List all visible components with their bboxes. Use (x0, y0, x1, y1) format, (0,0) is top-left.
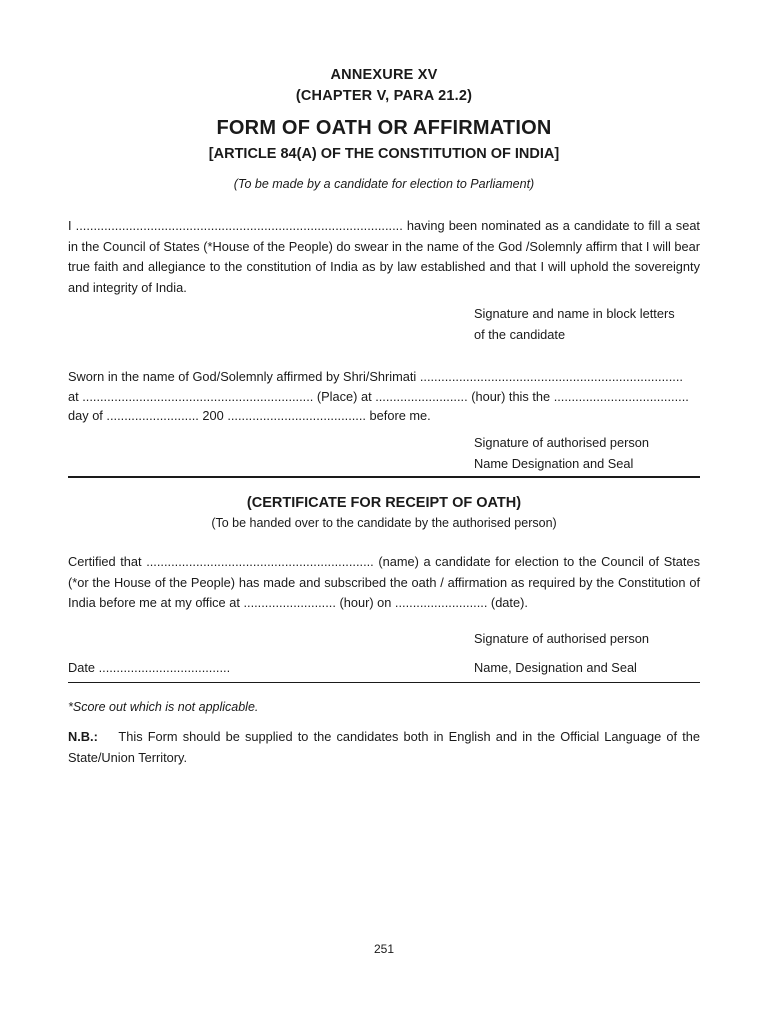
page-number: 251 (373, 942, 395, 956)
certificate-signature-line2: Name, Designation and Seal (474, 660, 637, 675)
authorised-signature-line1: Signature of authorised person (474, 435, 650, 450)
authorised-signature-block (474, 433, 649, 474)
title-note: (To be made by a candidate for election to Parliament) (233, 177, 535, 191)
certificate-title: (CERTIFICATE FOR RECEIPT OF OATH) (246, 495, 522, 511)
oath-paragraph: I ............................................................................................ having been nominated as a candidate to fill a seat in the Council of States (*House of the People) do swear in the name of the God /Solemnly affirm that I will bear true faith and allegiance to the constitution of India as by law established and that I will uphold the sovereignty and integrity of India. (68, 218, 700, 295)
candidate-signature-line1: Signature and name in block letters (474, 306, 675, 321)
page-title: FORM OF OATH OR AFFIRMATION (216, 117, 552, 139)
nb-text: This Form should be supplied to the candidates both in English and in the Official Language of the State/Union Territory. (68, 729, 700, 765)
nb-label: N.B.: (68, 729, 98, 744)
authorised-signature-line2: Name Designation and Seal (474, 455, 634, 471)
certificate-signature-line1: Signature of authorised person (474, 631, 650, 646)
sworn-line-2: at ................................................................. (Place) at .......................... (hour) this the ...................................... (68, 389, 689, 404)
annexure-heading: ANNEXURE XV (330, 67, 438, 83)
chapter-heading: (CHAPTER V, PARA 21.2) (295, 88, 473, 104)
nb-note (68, 727, 700, 768)
candidate-signature-line2: of the candidate (474, 326, 566, 342)
candidate-signature-block (474, 304, 675, 345)
sworn-line-1: Sworn in the name of God/Solemnly affirmed by Shri/Shrimati .......................................................................... (68, 369, 683, 384)
sworn-line-3: day of .......................... 200 ....................................... before me. (68, 408, 431, 423)
bottom-divider (68, 682, 700, 683)
score-out-note: *Score out which is not applicable. (68, 700, 259, 714)
certificate-paragraph: Certified that ................................................................ (name) a candidate for election to the Council of States (*or the House of the People) has made and subscribed the oath / affirmation as required by the Constitution of India before me at my office at .......................... (hour) on .......................... (date). (68, 554, 700, 610)
article-heading: [ARTICLE 84(A) OF THE CONSTITUTION OF INDIA] (208, 146, 560, 162)
certificate-subtitle: (To be handed over to the candidate by the authorised person) (211, 516, 557, 530)
section-divider (68, 476, 700, 478)
date-field-label: Date ..................................... (68, 660, 231, 675)
